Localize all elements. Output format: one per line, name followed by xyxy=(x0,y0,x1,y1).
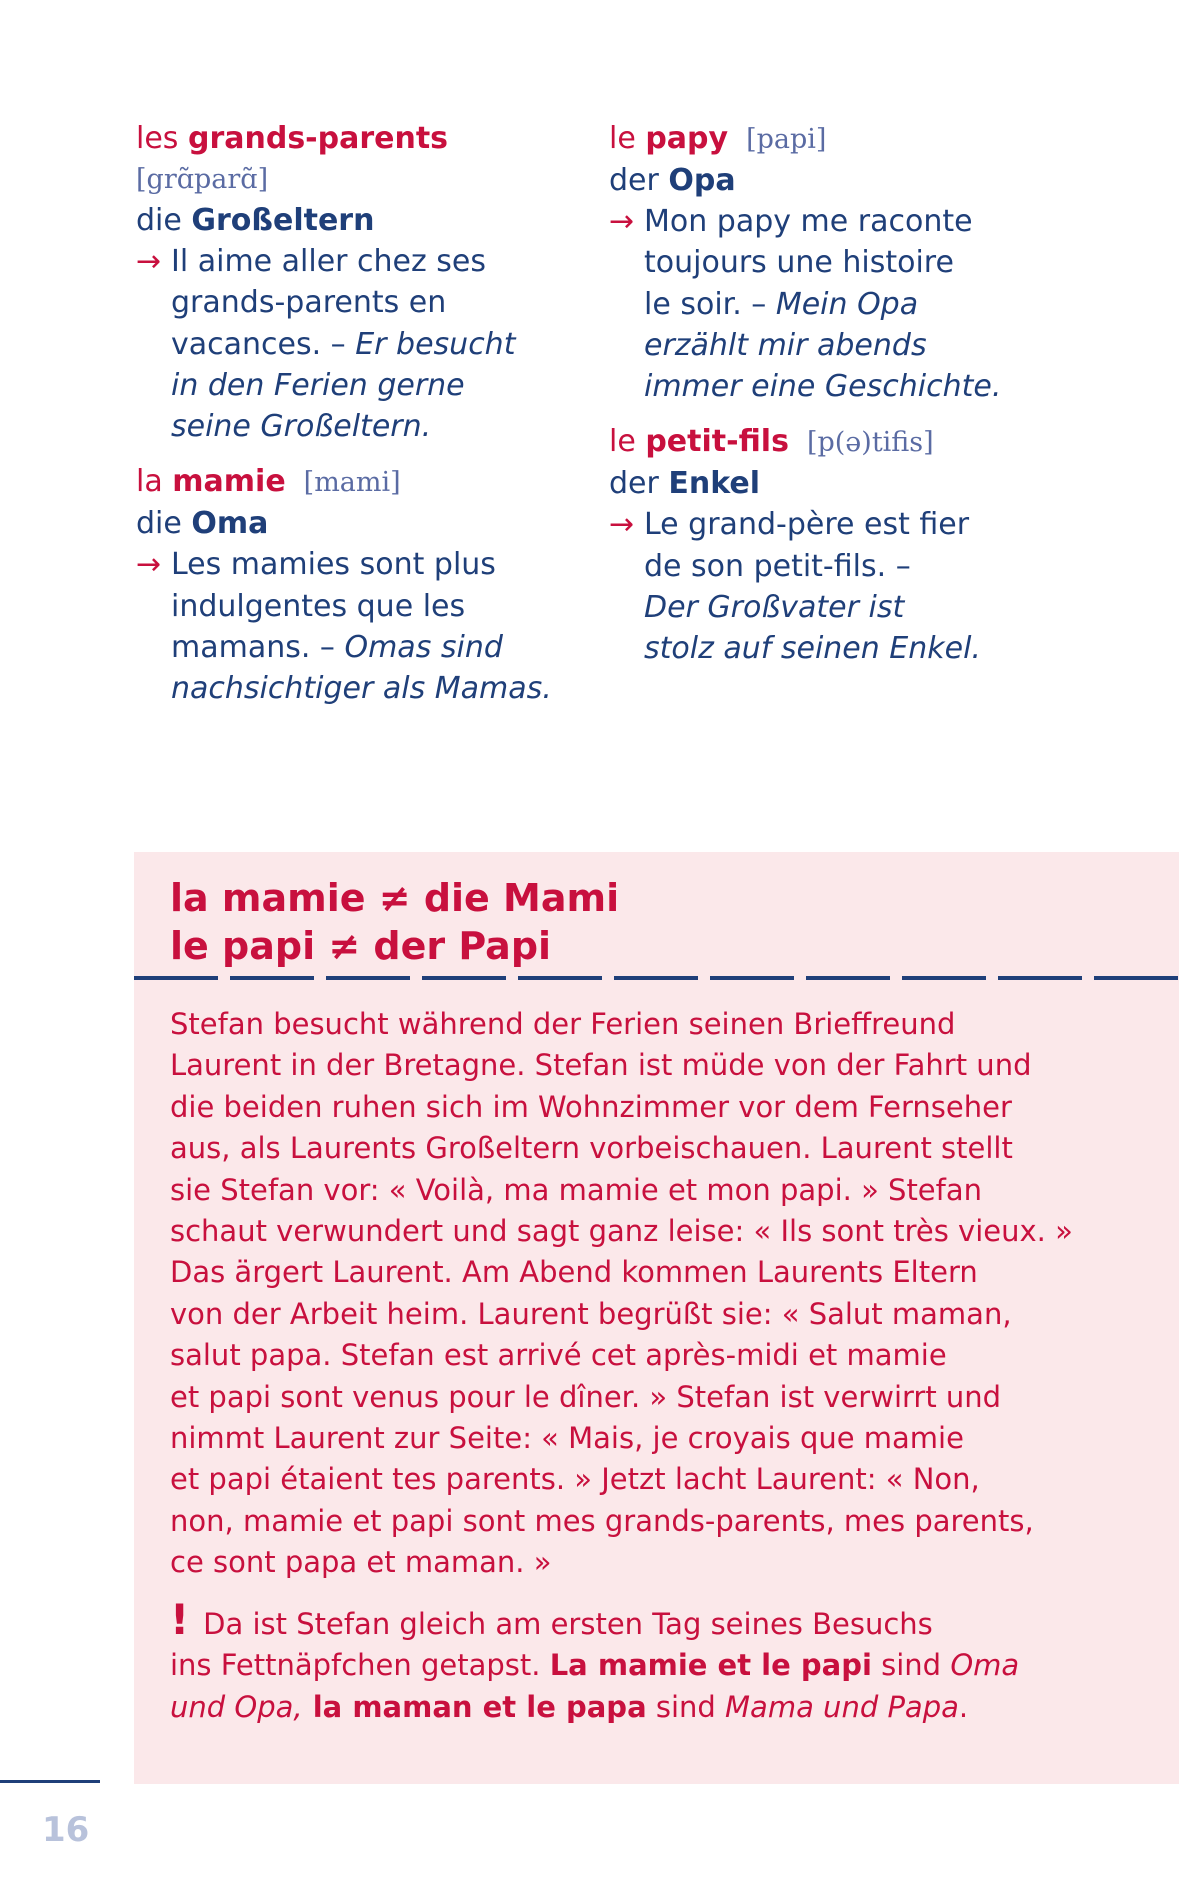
headword: la mamie [mami] xyxy=(136,464,401,500)
arrow-icon: → xyxy=(136,547,162,583)
note: ! Da ist Stefan gleich am ersten Tag seines Besuchs ins Fettnäpfchen getapst. La mamie et le papi sind Oma und Opa, la maman et le papa sind Mama und Papa. xyxy=(170,1595,1020,1724)
example: → Le grand-père est fier de son petit-fils. – Der Großvater ist stolz auf seinen Enkel. xyxy=(609,504,1059,669)
story-text: Stefan besucht während der Ferien seinen Brieffreund Laurent in der Bretagne. Stefan ist müde von der Fahrt und die beiden ruhen sich im Wohnzimmer vor dem Fernseher aus, als Laurents Großeltern vorbeischauen. Laurent stellt sie Stefan vor: « Voilà, ma mamie et mon papi. » Stefan schaut verwundert und sagt ganz leise: « Ils sont très vieux. » Das ärgert Laurent. Am Abend kommen Laurents Eltern von der Arbeit heim. Laurent begrüßt sie: « Salut maman, salut papa. Stefan est arrivé cet après-midi et mamie et papi sont venus pour le dîner. » Stefan ist verwirrt und nimmt Laurent zur Seite: « Mais, je croyais que mamie et papi étaient tes parents. » Jetzt lacht Laurent: « Non, non, mamie et papi sont mes grands-parents, mes parents, ce sont papa et maman. » xyxy=(170,1007,1073,1580)
exclamation-icon: ! xyxy=(170,1595,190,1644)
headword: le petit-fils [p(ə)tifis] xyxy=(609,424,934,460)
false-friends-box xyxy=(134,852,1179,1784)
footer-rule xyxy=(0,1780,100,1783)
arrow-icon: → xyxy=(136,244,162,279)
example: → Il aime aller chez ses grands-parents en vacances. – Er besucht in den Ferien gerne seine Großeltern. xyxy=(136,241,586,447)
example: → Les mamies sont plus indulgentes que les mamans. – Omas sind nachsichtiger als Mamas. xyxy=(136,544,586,709)
box-title: la mamie ≠ die Mami le papi ≠ der Papi xyxy=(170,876,620,968)
headword: le papy [papi] xyxy=(609,121,827,156)
entry-mamie xyxy=(136,461,586,709)
entry-petit-fils xyxy=(609,421,1059,669)
arrow-icon: → xyxy=(609,507,635,543)
arrow-icon: → xyxy=(609,204,635,239)
entry-papy xyxy=(609,118,1059,407)
phonetic: [papi] xyxy=(746,124,827,155)
headword: les grands-parents xyxy=(136,121,449,156)
translation: der Enkel xyxy=(609,466,761,502)
right-column xyxy=(609,118,1059,684)
phonetic: [grɑ̃parɑ̃] xyxy=(136,164,269,195)
dashed-rule xyxy=(134,976,1179,980)
left-column xyxy=(136,118,586,724)
translation: die Großeltern xyxy=(136,203,375,238)
translation: die Oma xyxy=(136,506,269,542)
page-number: 16 xyxy=(42,1810,90,1850)
phonetic: [mami] xyxy=(303,467,401,499)
entry-grands-parents xyxy=(136,118,586,447)
example: → Mon papy me raconte toujours une histoire le soir. – Mein Opa erzählt mir abends immer eine Geschichte. xyxy=(609,201,1059,407)
phonetic: [p(ə)tifis] xyxy=(806,427,934,459)
translation: der Opa xyxy=(609,163,736,198)
